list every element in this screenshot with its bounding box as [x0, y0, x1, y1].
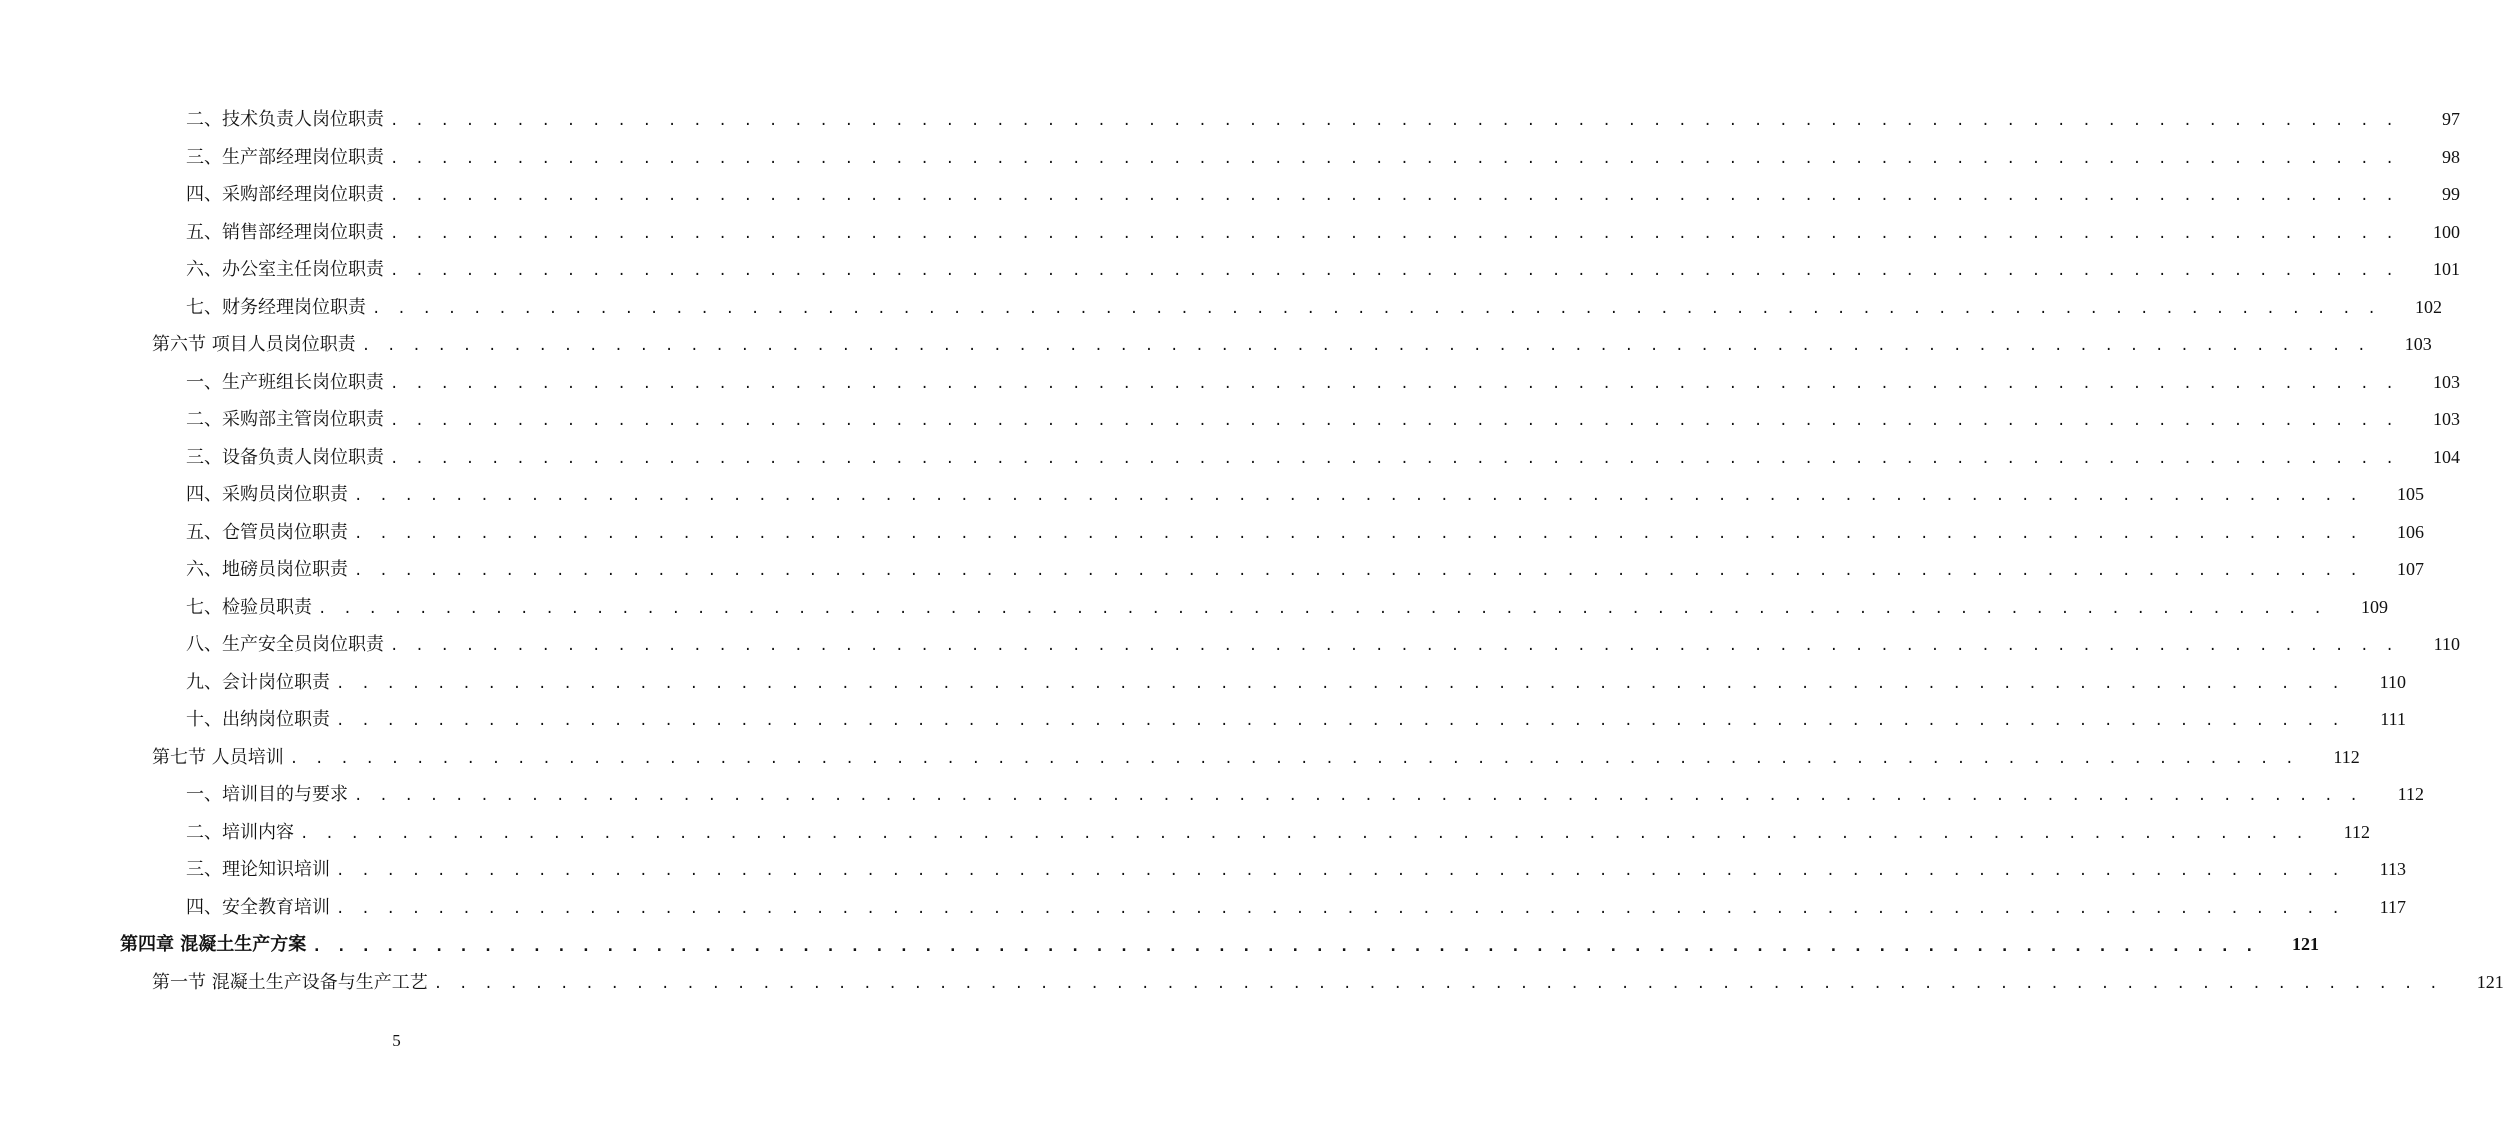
toc-entry-title: 三、生产部经理岗位职责 [186, 146, 384, 168]
toc-entry-page: 100 [2432, 221, 2460, 242]
toc-entry-page: 103 [2404, 334, 2432, 354]
toc-entry-page: 106 [2396, 521, 2424, 542]
toc-entry[interactable] [0, 364, 2460, 402]
toc-entry-title: 第六节 项目人员岗位职责 [152, 334, 356, 355]
toc-entry[interactable] [0, 889, 2406, 927]
toc-dot-leader: . . . . . . . . . . . . . . . . . . . . . . . . . . . . . . . . . . . . . . . . . . . . . . . . . . . . . . . . . . . . . . . . . . . . . . . . . . . . . . . . [354, 788, 2362, 804]
toc-entry-title: 三、理论知识培训 [186, 859, 330, 880]
toc-entry-title: 二、采购部主管岗位职责 [186, 409, 384, 430]
toc-entry-page: 107 [2396, 559, 2424, 579]
toc-dot-leader: . . . . . . . . . . . . . . . . . . . . . . . . . . . . . . . . . . . . . . . . . . . . . . . . . . . . . . . . . . . . . . . . . . . . . . . . . . . . . . . . [372, 300, 2380, 317]
toc-entry-page: 117 [2379, 896, 2406, 917]
toc-dot-leader: . . . . . . . . . . . . . . . . . . . . . . . . . . . . . . . . . . . . . . . . . . . . . . . . . . . . . . . . . . . . . . . . . . . . . . . . . . . . . . . . [390, 225, 2398, 242]
toc-dot-leader: . . . . . . . . . . . . . . . . . . . . . . . . . . . . . . . . . . . . . . . . . . . . . . . . . . . . . . . . . . . . . . . . . . . . . . . . . . . . . . . . [289, 750, 2298, 767]
toc-entry[interactable] [0, 964, 2504, 1002]
toc-entry[interactable] [0, 664, 2406, 702]
toc-entry-page: 121 [2291, 934, 2319, 954]
toc-dot-leader: . . . . . . . . . . . . . . . . . . . . . . . . . . . . . . . . . . . . . . . . . . . . . . . . . . . . . . . . . . . . . . . . . . . . . . . . . . . . . . . . [390, 113, 2398, 129]
toc-entry[interactable] [0, 401, 2460, 439]
toc-entry-page: 102 [2414, 296, 2442, 317]
toc-dot-leader: . . . . . . . . . . . . . . . . . . . . . . . . . . . . . . . . . . . . . . . . . . . . . . . . . . . . . . . . . . . . . . . . . . . . . . . . . . . . . . . . [390, 188, 2398, 204]
toc-entry-title: 第七节 人员培训 [152, 746, 284, 768]
toc-dot-leader: . . . . . . . . . . . . . . . . . . . . . . . . . . . . . . . . . . . . . . . . . . . . . . . . . . . . . . . . . . . . . . . . . . . . . . . . . . . . . . . . [318, 600, 2326, 617]
toc-entry-title: 四、采购部经理岗位职责 [186, 184, 384, 205]
toc-entry-title: 十、出纳岗位职责 [186, 709, 330, 730]
toc-entry-page: 101 [2432, 259, 2460, 279]
toc-dot-leader: . . . . . . . . . . . . . . . . . . . . . . . . . . . . . . . . . . . . . . . . . . . . . . . . . . . . . . . . . . . . . . . . . . . . . . . . . . . . . . . . [390, 413, 2398, 429]
toc-dot-leader: . . . . . . . . . . . . . . . . . . . . . . . . . . . . . . . . . . . . . . . . . . . . . . . . . . . . . . . . . . . . . . . . . . . . . . . . . . . . . . . . [354, 525, 2362, 542]
toc-dot-leader: . . . . . . . . . . . . . . . . . . . . . . . . . . . . . . . . . . . . . . . . . . . . . . . . . . . . . . . . . . . . . . . . . . . . . . . . . . . . . . . . [433, 975, 2442, 992]
toc-entry-page: 111 [2380, 709, 2406, 729]
toc-entry-page: 112 [2397, 784, 2424, 804]
toc-entry-page: 112 [2343, 821, 2370, 842]
toc-entry-page: 110 [2433, 634, 2460, 654]
toc-entry-page: 105 [2396, 484, 2424, 504]
toc-dot-leader: . . . . . . . . . . . . . . . . . . . . . . . . . . . . . . . . . . . . . . . . . . . . . . . . . . . . . . . . . . . . . . . . . . . . . . . . . . . . . . . . [361, 338, 2370, 354]
toc-entry-title: 三、设备负责人岗位职责 [186, 446, 384, 468]
toc-entry-page: 104 [2432, 446, 2460, 467]
toc-entry[interactable] [0, 326, 2432, 364]
toc-entry-title: 四、采购员岗位职责 [186, 484, 348, 505]
toc-entry[interactable] [0, 476, 2424, 514]
toc-dot-leader: . . . . . . . . . . . . . . . . . . . . . . . . . . . . . . . . . . . . . . . . . . . . . . . . . . . . . . . . . . . . . . . . . . . . . . . . . . . . . . . . [354, 563, 2362, 579]
toc-entry-page: 112 [2333, 746, 2360, 767]
toc-entry-title: 六、地磅员岗位职责 [186, 559, 348, 580]
toc-entry[interactable] [0, 776, 2424, 814]
toc-entry[interactable] [0, 214, 2460, 252]
toc-entry[interactable] [0, 851, 2406, 889]
toc-entry[interactable] [0, 289, 2442, 327]
toc-entry-title: 一、培训目的与要求 [186, 784, 348, 805]
toc-entry-title: 二、培训内容 [186, 821, 294, 843]
toc-entry-title: 五、销售部经理岗位职责 [186, 221, 384, 243]
toc-dot-leader: . . . . . . . . . . . . . . . . . . . . . . . . . . . . . . . . . . . . . . . . . . . . . . . . . . . . . . . . . . . . . . . . . . . . . . . . . . . . . . . . [336, 713, 2344, 729]
toc-entry[interactable] [0, 251, 2460, 289]
toc-entry[interactable] [0, 139, 2460, 177]
toc-entry[interactable] [0, 551, 2424, 589]
toc-entry[interactable] [0, 814, 2370, 852]
toc-dot-leader: . . . . . . . . . . . . . . . . . . . . . . . . . . . . . . . . . . . . . . . . . . . . . . . . . . . . . . . . . . . . . . . . . . . . . . . . . . . . . . . . [390, 375, 2398, 392]
toc-dot-leader: . . . . . . . . . . . . . . . . . . . . . . . . . . . . . . . . . . . . . . . . . . . . . . . . . . . . . . . . . . . . . . . . . . . . . . . . . . . . . . . . [300, 825, 2308, 842]
toc-entry-title: 七、检验员职责 [186, 596, 312, 618]
toc-entry-page: 113 [2379, 859, 2406, 879]
toc-dot-leader: . . . . . . . . . . . . . . . . . . . . . . . . . . . . . . . . . . . . . . . . . . . . . . . . . . . . . . . . . . . . . . . . . . . . . . . . . . . . . . . . [390, 263, 2398, 279]
toc-entry-title: 一、生产班组长岗位职责 [186, 371, 384, 393]
toc-entry-title: 九、会计岗位职责 [186, 671, 330, 693]
toc-entry-title: 二、技术负责人岗位职责 [186, 109, 384, 130]
toc-entry-page: 103 [2432, 371, 2460, 392]
toc-entry[interactable] [0, 514, 2424, 552]
toc-entry-page: 103 [2432, 409, 2460, 429]
toc-entry-title: 第四章 混凝土生产方案 [120, 934, 307, 955]
toc-dot-leader: . . . . . . . . . . . . . . . . . . . . . . . . . . . . . . . . . . . . . . . . . . . . . . . . . . . . . . . . . . . . . . . . . . . . . . . . . . . . . . . . [390, 450, 2398, 467]
toc-dot-leader: . . . . . . . . . . . . . . . . . . . . . . . . . . . . . . . . . . . . . . . . . . . . . . . . . . . . . . . . . . . . . . . . . . . . . . . . . . . . . . . . [336, 863, 2344, 879]
toc-dot-leader: . . . . . . . . . . . . . . . . . . . . . . . . . . . . . . . . . . . . . . . . . . . . . . . . . . . . . . . . . . . . . . . . . . . . . . . . . . . . . . . . [354, 488, 2362, 504]
toc-entry-page: 109 [2360, 596, 2388, 617]
toc-entry[interactable] [0, 926, 2319, 964]
toc-entry[interactable] [0, 439, 2460, 477]
table-of-contents [0, 101, 2504, 1001]
toc-entry-title: 第一节 混凝土生产设备与生产工艺 [152, 971, 428, 993]
toc-dot-leader: . . . . . . . . . . . . . . . . . . . . . . . . . . . . . . . . . . . . . . . . . . . . . . . . . . . . . . . . . . . . . . . . . . . . . . . . . . . . . . . . [390, 150, 2398, 167]
toc-entry[interactable] [0, 589, 2388, 627]
toc-entry[interactable] [0, 176, 2460, 214]
toc-entry-page: 110 [2379, 671, 2406, 692]
toc-entry-title: 六、办公室主任岗位职责 [186, 259, 384, 280]
toc-entry[interactable] [0, 626, 2460, 664]
toc-entry-title: 四、安全教育培训 [186, 896, 330, 918]
toc-entry[interactable] [0, 739, 2360, 777]
toc-entry-page: 121 [2476, 971, 2504, 992]
page-number: 5 [392, 1031, 401, 1050]
toc-entry-page: 99 [2441, 184, 2460, 204]
toc-entry-page: 98 [2441, 146, 2460, 167]
toc-entry-page: 97 [2441, 109, 2460, 129]
toc-entry[interactable] [0, 701, 2406, 739]
toc-entry[interactable] [0, 101, 2460, 139]
toc-dot-leader: . . . . . . . . . . . . . . . . . . . . . . . . . . . . . . . . . . . . . . . . . . . . . . . . . . . . . . . . . . . . . . . . . . . . . . . . . . . . . . . . [312, 937, 2257, 955]
toc-entry-title: 七、财务经理岗位职责 [186, 296, 366, 318]
toc-dot-leader: . . . . . . . . . . . . . . . . . . . . . . . . . . . . . . . . . . . . . . . . . . . . . . . . . . . . . . . . . . . . . . . . . . . . . . . . . . . . . . . . [390, 638, 2398, 654]
toc-entry-title: 八、生产安全员岗位职责 [186, 634, 384, 655]
toc-entry-title: 五、仓管员岗位职责 [186, 521, 348, 543]
toc-dot-leader: . . . . . . . . . . . . . . . . . . . . . . . . . . . . . . . . . . . . . . . . . . . . . . . . . . . . . . . . . . . . . . . . . . . . . . . . . . . . . . . . [336, 900, 2344, 917]
toc-dot-leader: . . . . . . . . . . . . . . . . . . . . . . . . . . . . . . . . . . . . . . . . . . . . . . . . . . . . . . . . . . . . . . . . . . . . . . . . . . . . . . . . [336, 675, 2344, 692]
